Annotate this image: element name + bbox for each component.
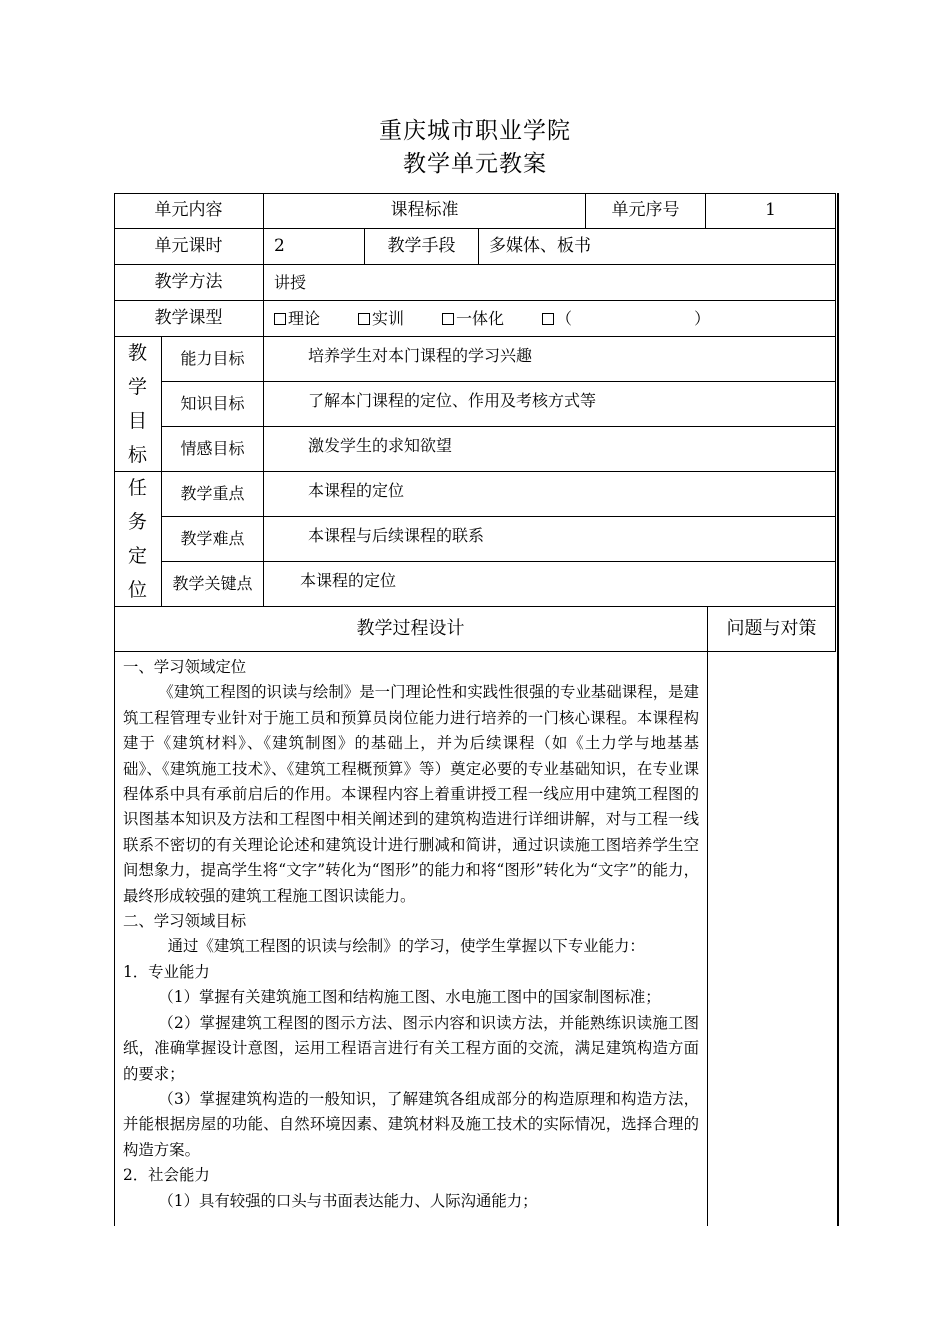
label-lesson-type: 教学课型 — [114, 301, 264, 337]
checkbox-icon — [274, 313, 286, 325]
paragraph: 《建筑工程图的识读与绘制》是一门理论性和实践性很强的专业基础课程，是建筑工程管理专业针对于施工员和预算员岗位能力进行培养的一门核心课程。本课程构建于《建筑材料》、《建筑制图》的基础上，并为后续课程（如《土力学与地基基础》、《建筑施工技术》、《建筑工程概预算》等）奠定必要的专业基础知识，在专业课程体系中具有承前启后的作用。本课程内容上着重讲授工程一线应用中建筑工程图的识图基本知识及方法和工程图中相关阐述到的建筑构造进行详细讲解，对与工程一线联系不密切的有关理论论述和建筑设计进行删减和简讲，通过识读施工图培养学生空间想象力，提高学生将“文字”转化为“图形”的能力和将“图形”转化为“文字”的能力，最终形成较强的建筑工程施工图识读能力。 — [123, 683, 699, 905]
unit-hours-value: 2 — [264, 229, 365, 265]
unit-content-value: 课程标准 — [264, 193, 586, 229]
checkbox-icon — [542, 313, 554, 325]
option-theory[interactable] — [274, 308, 321, 328]
issues-body — [708, 652, 836, 1226]
key-point-text: 本课程的定位 — [264, 472, 836, 517]
label-emotion-objective: 情感目标 — [162, 427, 264, 472]
group-char: 位 — [127, 579, 147, 601]
group-char: 学 — [127, 376, 147, 398]
group-char: 任 — [127, 477, 147, 499]
option-label: 实训 — [372, 308, 405, 328]
option-label: 一体化 — [456, 308, 505, 328]
unit-seq-value: 1 — [706, 193, 836, 229]
lesson-type-options — [264, 301, 836, 337]
group-char: 教 — [127, 342, 147, 364]
ability-objective-text: 培养学生对本门课程的学习兴趣 — [264, 337, 836, 382]
label-unit-content: 单元内容 — [114, 193, 264, 229]
label-teaching-method: 教学方法 — [114, 265, 264, 301]
list-item: （1）掌握有关建筑施工图和结构施工图、水电施工图中的国家制图标准； — [158, 988, 661, 1007]
subsection-heading: 1．专业能力 — [123, 962, 210, 981]
list-item: （2）掌握建筑工程图的图示方法、图示内容和识读方法，并能熟练识读施工图纸，准确掌握设计意图，运用工程语言进行有关工程方面的交流，满足建筑构造方面的要求； — [123, 1013, 699, 1083]
group-char: 务 — [127, 511, 147, 533]
label-unit-seq: 单元序号 — [586, 193, 706, 229]
school-name: 重庆城市职业学院 — [379, 118, 571, 144]
crucial-point-text: 本课程的定位 — [264, 562, 836, 607]
section-heading: 一、学习领域定位 — [123, 658, 247, 676]
option-integrated[interactable] — [442, 308, 505, 328]
label-ability-objective: 能力目标 — [162, 337, 264, 382]
label-crucial-point: 教学关键点 — [162, 562, 264, 607]
process-design-body — [114, 652, 708, 1226]
label-knowledge-objective: 知识目标 — [162, 382, 264, 427]
table-right-edge — [837, 193, 839, 1226]
teaching-means-value: 多媒体、板书 — [479, 229, 836, 265]
section-heading: 二、学习领域目标 — [123, 912, 247, 931]
option-other[interactable] — [542, 308, 711, 328]
label-teaching-means: 教学手段 — [365, 229, 479, 265]
option-label: （ ） — [556, 308, 711, 328]
option-practice[interactable] — [358, 308, 405, 328]
label-key-point: 教学重点 — [162, 472, 264, 517]
issues-header: 问题与对策 — [708, 607, 836, 652]
difficult-point-text: 本课程与后续课程的联系 — [264, 517, 836, 562]
paragraph: 通过《建筑工程图的识读与绘制》的学习，使学生掌握以下专业能力： — [167, 937, 645, 956]
emotion-objective-text: 激发学生的求知欲望 — [264, 427, 836, 472]
list-item: （1）具有较强的口头与书面表达能力、人际沟通能力； — [158, 1191, 538, 1210]
knowledge-objective-text: 了解本门课程的定位、作用及考核方式等 — [264, 382, 836, 427]
objectives-group-label — [114, 337, 162, 472]
label-unit-hours: 单元课时 — [114, 229, 264, 265]
document-title: 教学单元教案 — [403, 151, 547, 177]
tasks-group-label — [114, 472, 162, 607]
teaching-method-value: 讲授 — [264, 265, 836, 301]
checkbox-icon — [358, 313, 370, 325]
subsection-heading: 2．社会能力 — [123, 1166, 210, 1185]
process-design-header: 教学过程设计 — [114, 607, 708, 652]
group-char: 标 — [127, 444, 147, 466]
option-label: 理论 — [288, 308, 321, 328]
group-char: 定 — [127, 545, 147, 567]
list-item: （3）掌握建筑构造的一般知识，了解建筑各组成部分的构造原理和构造方法，并能根据房屋的功能、自然环境因素、建筑材料及施工技术的实际情况，选择合理的构造方案。 — [123, 1089, 699, 1159]
group-char: 目 — [127, 410, 147, 432]
checkbox-icon — [442, 313, 454, 325]
label-difficult-point: 教学难点 — [162, 517, 264, 562]
